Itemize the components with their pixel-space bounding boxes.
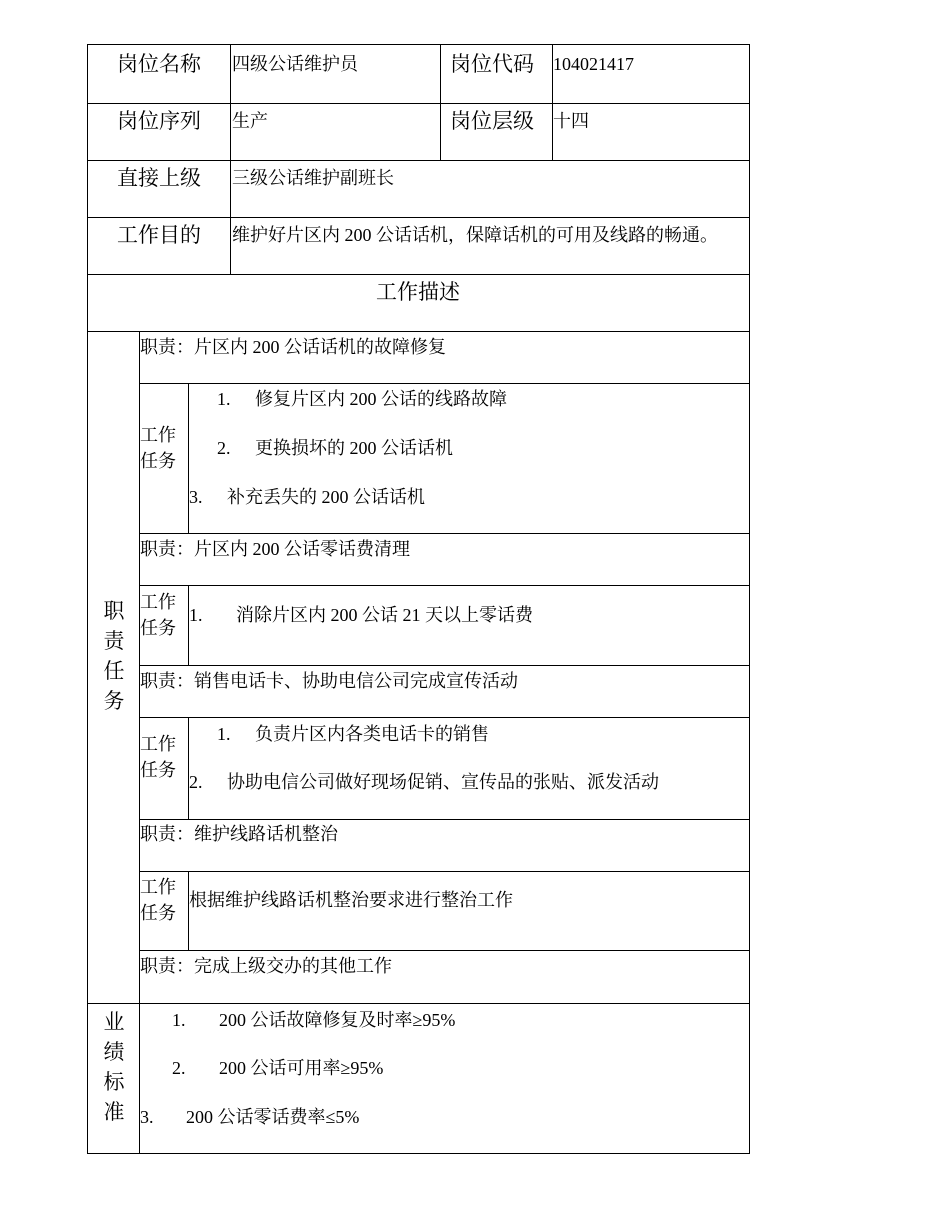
task-text: 消除片区内 200 公话 21 天以上零话费 [236, 605, 533, 625]
table-rule [139, 533, 750, 534]
table-rule [87, 217, 750, 218]
description-title: 工作描述 [376, 280, 460, 304]
performance-number: 3. [140, 1107, 154, 1127]
duty-title: 职责：完成上级交办的其他工作 [140, 956, 392, 976]
table-rule [139, 383, 750, 384]
table-rule [188, 383, 189, 534]
task-text: 更换损坏的 200 公话话机 [255, 438, 453, 458]
performance-number: 1. [172, 1010, 186, 1030]
task-number: 2. [189, 772, 203, 792]
performance-label: 业绩标准 [103, 1010, 125, 1124]
task-label: 工作任务 [140, 592, 176, 638]
task-text: 根据维护线路话机整治要求进行整治工作 [189, 890, 513, 910]
table-rule [440, 44, 441, 161]
table-border-left [87, 44, 88, 1154]
table-border-right [749, 44, 750, 1154]
performance-text: 200 公话可用率≥95% [219, 1058, 384, 1078]
post-level-value: 十四 [553, 111, 589, 131]
table-rule [139, 871, 750, 872]
task-text: 补充丢失的 200 公话话机 [227, 487, 425, 507]
task-text: 负责片区内各类电话卡的销售 [255, 724, 489, 744]
purpose-value: 维护好片区内 200 公话话机，保障话机的可用及线路的畅通。 [232, 225, 718, 245]
task-text: 协助电信公司做好现场促销、宣传品的张贴、派发活动 [227, 772, 659, 792]
task-number: 2. [217, 438, 231, 458]
table-border-bottom [87, 1153, 750, 1154]
duty-title: 职责：片区内 200 公话零话费清理 [140, 539, 410, 559]
superior-value: 三级公话维护副班长 [232, 168, 394, 188]
table-rule [87, 160, 750, 161]
performance-number: 2. [172, 1058, 186, 1078]
task-number: 1. [217, 724, 231, 744]
duty-title: 职责：销售电话卡、协助电信公司完成宣传活动 [140, 671, 518, 691]
duty-title: 职责：片区内 200 公话话机的故障修复 [140, 337, 446, 357]
table-rule [139, 950, 750, 951]
task-label: 工作任务 [140, 425, 176, 471]
performance-text: 200 公话零话费率≤5% [186, 1107, 360, 1127]
purpose-label: 工作目的 [117, 223, 201, 247]
table-rule [87, 1003, 750, 1004]
post-code-value: 104021417 [553, 54, 634, 74]
table-rule [230, 44, 231, 275]
performance-text: 200 公话故障修复及时率≥95% [219, 1010, 456, 1030]
table-rule [139, 819, 750, 820]
table-rule [188, 717, 189, 820]
post-name-label: 岗位名称 [117, 52, 201, 76]
table-rule [87, 274, 750, 275]
post-seq-label: 岗位序列 [117, 109, 201, 133]
table-rule [87, 331, 750, 332]
task-label: 工作任务 [140, 877, 176, 923]
task-number: 3. [189, 487, 203, 507]
post-code-label: 岗位代码 [450, 52, 534, 76]
task-number: 1. [217, 389, 231, 409]
superior-label: 直接上级 [117, 166, 201, 190]
table-rule [139, 665, 750, 666]
duty-title: 职责：维护线路话机整治 [140, 824, 338, 844]
task-number: 1. [189, 605, 203, 625]
table-rule [87, 103, 750, 104]
task-label: 工作任务 [140, 734, 176, 780]
post-name-value: 四级公话维护员 [232, 54, 358, 74]
task-text: 修复片区内 200 公话的线路故障 [255, 389, 507, 409]
table-rule [139, 585, 750, 586]
table-border-top [87, 44, 750, 45]
table-rule [139, 717, 750, 718]
duties-section-label: 职责任务 [103, 599, 125, 713]
post-level-label: 岗位层级 [450, 109, 534, 133]
post-seq-value: 生产 [232, 111, 268, 131]
